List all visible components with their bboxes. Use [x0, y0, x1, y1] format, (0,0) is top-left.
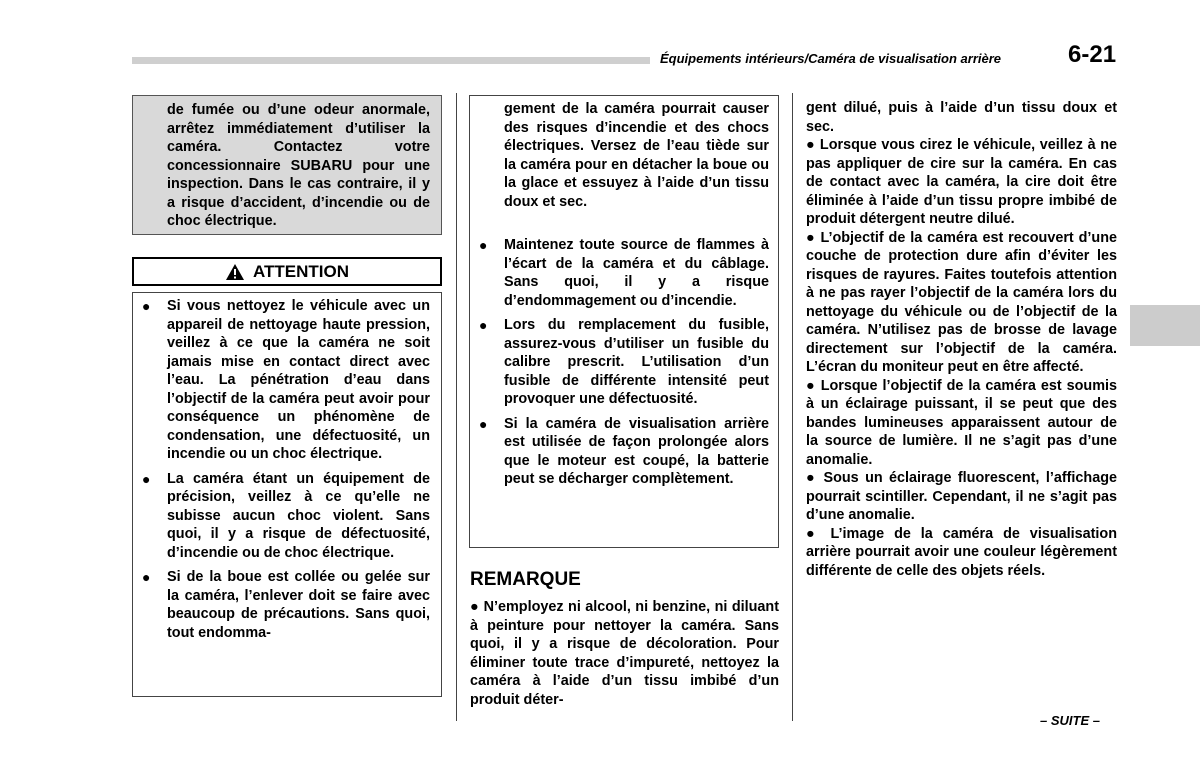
warning-triangle-icon: [225, 263, 245, 281]
attention-continued-intro: gement de la caméra pourrait causer des risques d’incendie et des chocs électriques. Versez de l’eau tiède sur la caméra pour en détacher la boue ou la glace et essuyez à l’aide d’un tissu doux et sec.: [504, 101, 769, 210]
paragraph: ● L’image de la caméra de visualisation arrière pourrait avoir une couleur légèrement différente de celle des objets réels.: [806, 525, 1117, 579]
list-item-text: Maintenez toute source de flammes à l’écart de la caméra et du câblage. Sans quoi, il y a risque d’endommagement ou d’incendie.: [504, 237, 769, 309]
list-item: [470, 316, 769, 409]
header-rule: [132, 57, 650, 64]
continue-label: – SUITE –: [1040, 713, 1100, 728]
list-item-text: Si de la boue est collée ou gelée sur la caméra, l’enlever doit se faire avec beaucoup de précautions. Sans quoi, tout endomma-: [167, 569, 430, 641]
attention-continued-list-container: [470, 236, 769, 495]
list-item-text: Lors du remplacement du fusible, assurez-vous d’utiliser un fusible du calibre prescrit. L’utilisation d’un fusible de différente intensité peut provoquer une défectuosité.: [504, 317, 769, 407]
chapter-tab: [1130, 305, 1200, 346]
attention-continued-list: [470, 236, 769, 489]
bullet-icon: ●: [142, 298, 151, 314]
list-item: [470, 415, 769, 489]
paragraph: ● L’objectif de la caméra est recouvert d’une couche de protection dure afin d’éviter les risques de rayures. Faites toutefois attention à ne pas rayer l’objectif de la caméra lors du nettoyage du véhicule ou de l’objectif de la caméra. N’utilisez pas de brosse de lavage directement sur l’objectif de la caméra. L’écran du moniteur peut en être affecté.: [806, 229, 1117, 375]
remarque-text: ● N’employez ni alcool, ni benzine, ni diluant à peinture pour nettoyer la caméra. Sans quoi, il y a risque de décoloration. Pour éliminer toute trace d’impureté, nettoyez la caméra à l’aide d’un tissu imbibé d’un produit déter-: [470, 599, 779, 708]
list-item-text: La caméra étant un équipement de précision, veillez à ce qu’elle ne subisse aucun choc violent. Sans quoi, il y a risque de défectuosité, d’incendie ou de choc électrique.: [167, 470, 430, 561]
attention-header: [132, 257, 442, 286]
list-item: [133, 470, 430, 563]
paragraph: ● Lorsque vous cirez le véhicule, veillez à ne pas appliquer de cire sur la caméra. En cas de contact avec la caméra, la cire doit être éliminée à l’aide d’un tissu propre imbibé de produit détergent neutre dilué.: [806, 137, 1117, 227]
bullet-icon: ●: [479, 415, 488, 432]
page-number: 6-21: [1068, 41, 1117, 68]
bullet-icon: ●: [142, 569, 151, 585]
column-divider-1: [456, 93, 457, 721]
bullet-icon: ●: [479, 317, 488, 333]
attention-list: [133, 297, 430, 642]
bullet-icon: ●: [142, 470, 151, 487]
paragraph: ● Sous un éclairage fluorescent, l’affichage pourrait scintiller. Cependant, il ne s’agit pas d’une anomalie.: [806, 470, 1117, 523]
list-item-text: Si vous nettoyez le véhicule avec un appareil de nettoyage haute pression, veillez à ce que la caméra ne soit jamais mise en contact direct avec l’eau. La pénétration d’eau dans l’objectif de la caméra peut avoir pour conséquence un phénomène de condensation, une défectuosité, un incendie ou un choc électrique.: [167, 298, 430, 462]
column-divider-2: [792, 93, 793, 721]
list-item-text: Si la caméra de visualisation arrière est utilisée de façon prolongée alors que le moteur est coupé, la batterie peut se décharger complètement.: [504, 415, 769, 487]
warning-continued-text: de fumée ou d’une odeur anormale, arrêtez immédiatement d’utiliser la caméra. Contactez votre concessionnaire SUBARU pour une inspection. Dans le cas contraire, il y a risque d’accident, d’incendie ou de choc électrique.: [167, 102, 430, 229]
list-item: [470, 236, 769, 310]
list-item: [133, 568, 430, 642]
attention-label: ATTENTION: [252, 261, 349, 281]
list-item: [133, 297, 430, 464]
paragraph: gent dilué, puis à l’aide d’un tissu doux et sec.: [806, 100, 1117, 135]
paragraph: ● Lorsque l’objectif de la caméra est soumis à un éclairage puissant, il se peut que des bandes lumineuses apparaissent autour de la source de lumière. Il ne s’agit pas d’une anomalie.: [806, 377, 1117, 468]
remarque-heading: REMARQUE: [470, 569, 581, 590]
attention-list-container: [133, 297, 430, 648]
bullet-icon: ●: [479, 237, 488, 253]
section-title: Équipements intérieurs/Caméra de visualisation arrière: [660, 51, 1002, 66]
right-column-text: [806, 99, 1117, 580]
